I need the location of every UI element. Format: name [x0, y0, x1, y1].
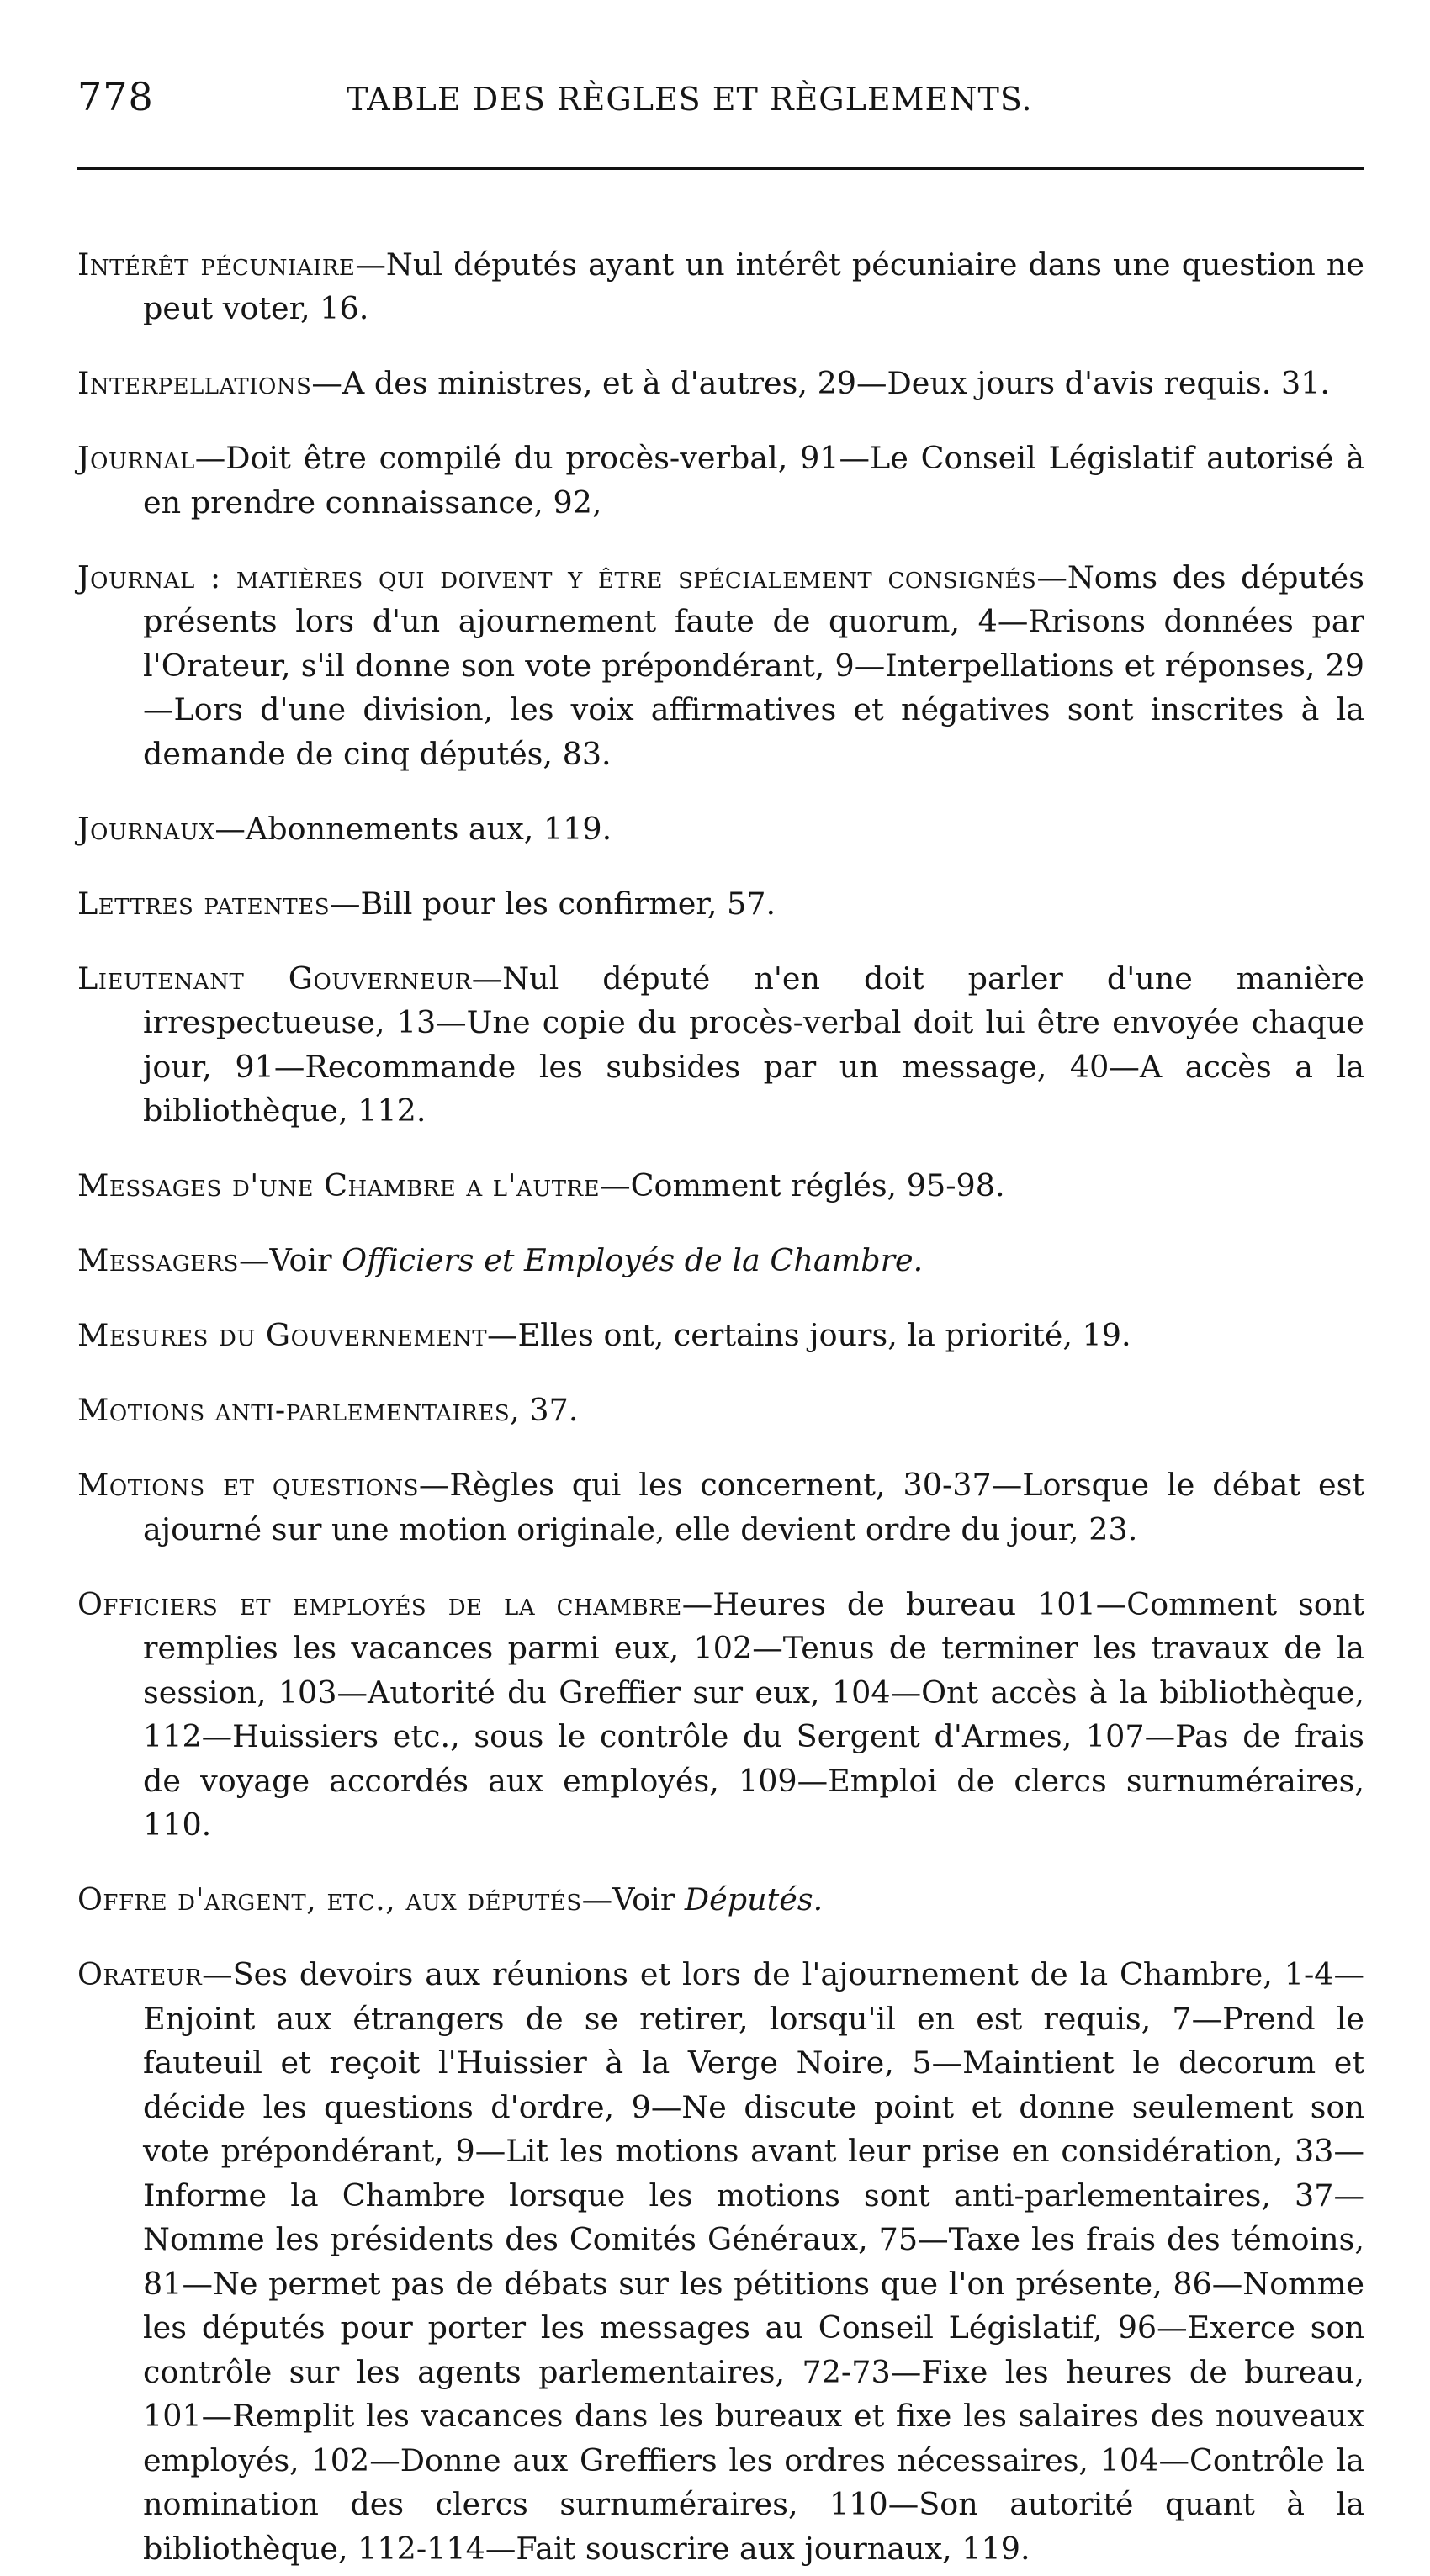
entry-heading: Intérêt pécuniaire — [77, 246, 356, 283]
entry-heading: Journal — [77, 440, 195, 476]
entry-text: Voir — [612, 1881, 685, 1917]
cross-reference: Députés. — [684, 1881, 824, 1917]
index-entry — [77, 1164, 1364, 1209]
entry-heading: Motions et questions — [77, 1467, 419, 1503]
entry-text: Règles qui les concernent, 30-37—Lorsque le débat est ajourné sur une motion originale, elle devient ordre du jour, 23. — [143, 1467, 1364, 1547]
index-entry — [77, 1314, 1364, 1358]
entry-heading: Journaux — [77, 810, 215, 847]
entry-dash: — — [311, 365, 342, 401]
entry-heading: Lettres patentes — [77, 885, 331, 922]
entry-heading: Offre d'argent, etc., aux députés — [77, 1881, 582, 1917]
index-entry — [77, 1389, 1364, 1433]
entry-dash: — — [214, 810, 246, 847]
index-entry — [77, 436, 1364, 525]
page-number: 778 — [77, 74, 154, 119]
entry-dash: — — [418, 1467, 450, 1503]
entry-text: Nul députés ayant un intérêt pécuniaire dans une question ne peut voter, 16. — [143, 246, 1364, 326]
index-entry — [77, 1953, 1364, 2571]
entry-text: Elles ont, certains jours, la priorité, 19. — [517, 1317, 1131, 1353]
page-header — [77, 74, 1364, 124]
entry-text: A des ministres, et à d'autres, 29—Deux jours d'avis requis. 31. — [342, 365, 1331, 401]
entry-text: Ses devoirs aux réunions et lors de l'ajournement de la Chambre, 1-4—Enjoint aux étrangers de se retirer, lorsqu'il en est requis, 7—Prend le fauteuil et reçoit l'Huissier à la Verge Noire, 5—Maintient le decorum et décide les questions d'ordre, 9—Ne discute point et donne seulement son vote prépondérant, 9—Lit les motions avant leur prise en considération, 33—Informe la Chambre lorsque les motions sont anti-parlementaires, 37—Nomme les présidents des Comités Généraux, 75—Taxe les frais des témoins, 81—Ne permet pas de débats sur les pétitions que l'on présente, 86—Nomme les députés pour porter les messages au Conseil Législatif, 96—Exerce son contrôle sur les agents parlementaires, 72-73—Fixe les heures de bureau, 101—Remplit les vacances dans les bureaux et fixe les salaires des nouveaux employés, 102—Donne aux Greffiers les ordres nécessaires, 104—Contrôle la nomination des clercs surnuméraires, 110—Son autorité quant à la bibliothèque, 112-114—Fait souscrire aux journaux, 119. — [143, 1956, 1364, 2567]
cross-reference: Officiers et Employés de la Chambre. — [342, 1242, 924, 1278]
index-entry — [77, 1463, 1364, 1552]
entry-dash: — — [471, 960, 503, 997]
index-entry — [77, 807, 1364, 852]
entry-text: Heures de bureau 101—Comment sont remplies les vacances parmi eux, 102—Tenus de terminer les travaux de la session, 103—Autorité du Greffier sur eux, 104—Ont accès à la bibliothèque, 112—Huissiers etc., sous le contrôle du Sergent d'Armes, 107—Pas de frais de voyage accordés aux employés, 109—Emploi de clercs surnuméraires, 110. — [143, 1585, 1365, 1843]
entry-text: Noms des députés présents lors d'un ajournement faute de quorum, 4—Rrisons données par l'Orateur, s'il donne son vote prépondérant, 9—Interpellations et réponses, 29—Lors d'une division, les voix affirmatives et négatives sont inscrites à la demande de cinq députés, 83. — [143, 558, 1364, 772]
entry-text: Doit être compilé du procès-verbal, 91—Le Conseil Législatif autorisé à en prendre connaissance, 92, — [143, 440, 1364, 521]
index-entries — [77, 212, 1364, 2576]
index-entry — [77, 1239, 1364, 1283]
entry-dash: — — [487, 1317, 518, 1353]
entry-text: 37. — [529, 1392, 579, 1428]
index-entry — [77, 556, 1364, 777]
entry-heading: Orateur — [77, 1956, 203, 1992]
entry-heading: Messages d'une Chambre a l'autre — [77, 1167, 601, 1203]
index-entry — [77, 1878, 1364, 1923]
entry-heading: Lieutenant Gouverneur — [77, 960, 472, 997]
entry-dash: — — [330, 885, 361, 922]
running-title: TABLE DES RÈGLES ET RÈGLEMENTS. — [347, 81, 1033, 118]
entry-heading: Interpellations — [77, 365, 312, 401]
entry-text: Nul député n'en doit parler d'une manière irrespectueuse, 13—Une copie du procès-verbal doit lui être envoyée chaque jour, 91—Recommande les subsides par un message, 40—A accès a la bibliothèque, 112. — [143, 960, 1364, 1129]
entry-dash: — — [581, 1881, 613, 1917]
entry-dash: — — [202, 1956, 233, 1992]
index-entry — [77, 243, 1364, 331]
entry-dash: — — [681, 1585, 713, 1622]
header-rule — [77, 167, 1364, 170]
entry-dash: — — [194, 440, 226, 476]
entry-heading: Motions anti-parlementaires — [77, 1392, 511, 1428]
entry-heading: Mesures du Gouvernement — [77, 1317, 488, 1353]
index-entry — [77, 362, 1364, 406]
entry-heading: Messagers — [77, 1242, 239, 1278]
entry-separator: , — [510, 1392, 530, 1428]
index-entry — [77, 957, 1364, 1134]
entry-dash: — — [1036, 558, 1067, 595]
entry-heading: Journal : matières qui doivent y être spécialement consignés — [77, 558, 1037, 595]
entry-dash: — — [600, 1167, 631, 1203]
entry-text: Voir — [269, 1242, 342, 1278]
entry-text: Bill pour les confirmer, 57. — [360, 885, 776, 922]
entry-dash: — — [355, 246, 386, 283]
index-entry — [77, 882, 1364, 927]
entry-text: Abonnements aux, 119. — [245, 810, 612, 847]
entry-dash: — — [238, 1242, 270, 1278]
index-entry — [77, 1583, 1364, 1848]
entry-text: Comment réglés, 95-98. — [630, 1167, 1005, 1203]
entry-heading: Officiers et employés de la chambre — [77, 1585, 682, 1622]
